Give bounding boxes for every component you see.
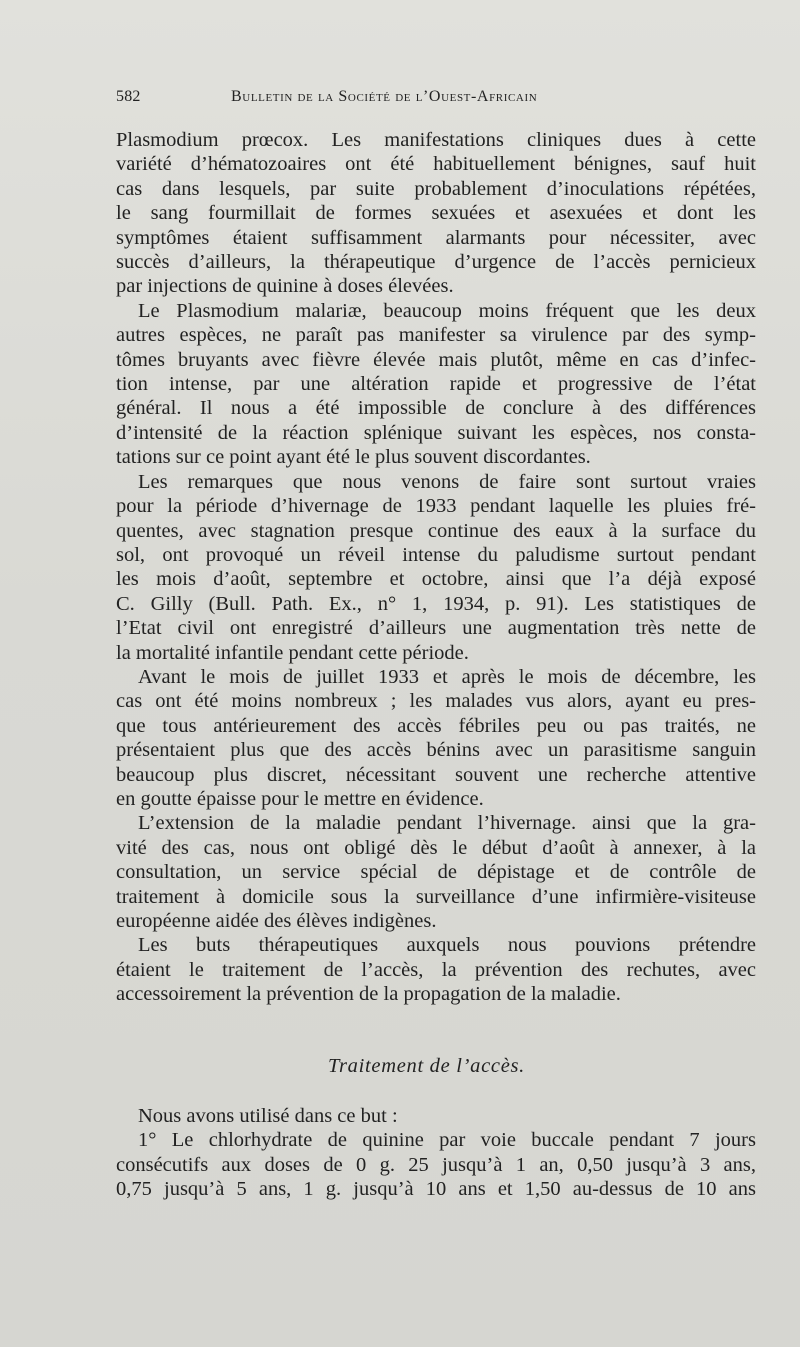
body-text	[116, 128, 756, 1007]
text-line: Avant le mois de juillet 1933 et après le mois de décembre, les	[138, 665, 756, 688]
text-line: cas ont été moins nombreux ; les malades vus alors, ayant eu pres-	[116, 690, 756, 713]
running-title: Bulletin de la Société de l’Ouest-Africain	[231, 88, 538, 105]
text-line: Plasmodium prœcox. Les manifestations cliniques dues à cette	[116, 129, 756, 151]
section-heading: Traitement de l’accès.	[328, 1055, 526, 1077]
text-line: cas dans lesquels, par suite probablement d’inoculations répétées,	[116, 177, 756, 200]
text-line: traitement à domicile sous la surveillance d’une infirmière-visiteuse	[116, 885, 756, 908]
text-line: d’intensité de la réaction splénique suivant les espèces, nos consta-	[116, 421, 756, 444]
text-line: que tous antérieurement des accès fébriles peu ou pas traités, ne	[116, 714, 756, 737]
text-line: consultation, un service spécial de dépistage et de contrôle de	[116, 861, 756, 884]
text-line: l’Etat civil ont enregistré d’ailleurs une augmentation très nette de	[116, 617, 756, 640]
text-line: général. Il nous a été impossible de conclure à des différences	[116, 397, 756, 420]
text-line: autres espèces, ne paraît pas manifester sa virulence par des symp-	[116, 324, 756, 347]
text-line: consécutifs aux doses de 0 g. 25 jusqu’à 1 an, 0,50 jusqu’à 3 ans,	[116, 1153, 756, 1176]
text-line: beaucoup plus discret, nécessitant souvent une recherche attentive	[116, 763, 756, 786]
page-header	[116, 88, 756, 112]
text-line: variété d’hématozoaires ont été habituellement bénignes, sauf huit	[116, 153, 756, 176]
text-line: en goutte épaisse pour le mettre en évidence.	[116, 787, 484, 810]
text-line: par injections de quinine à doses élevées.	[116, 275, 454, 298]
text-line: 1° Le chlorhydrate de quinine par voie buccale pendant 7 jours	[138, 1129, 756, 1152]
text-line: accessoirement la prévention de la propagation de la maladie.	[116, 983, 621, 1006]
page-number: 582	[116, 88, 141, 105]
text-line: quentes, avec stagnation presque continue des eaux à la surface du	[116, 519, 756, 542]
text-line: Les remarques que nous venons de faire sont surtout vraies	[138, 470, 756, 493]
text-line: les mois d’août, septembre et octobre, ainsi que l’a déjà exposé	[116, 568, 756, 591]
text-line: la mortalité infantile pendant cette période.	[116, 641, 469, 664]
text-line: Nous avons utilisé dans ce but :	[138, 1105, 398, 1127]
text-line: le sang fourmillait de formes sexuées et asexuées et dont les	[116, 202, 756, 225]
text-line: tations sur ce point ayant été le plus souvent discordantes.	[116, 446, 591, 469]
text-line: 0,75 jusqu’à 5 ans, 1 g. jusqu’à 10 ans et 1,50 au-dessus de 10 ans	[116, 1178, 756, 1201]
text-line: étaient le traitement de l’accès, la prévention des rechutes, avec	[116, 958, 756, 981]
text-line: sol, ont provoqué un réveil intense du paludisme surtout pendant	[116, 543, 756, 566]
text-line: tion intense, par une altération rapide et progressive de l’état	[116, 373, 756, 396]
text-line: européenne aidée des élèves indigènes.	[116, 910, 437, 932]
text-line: tômes bruyants avec fièvre élevée mais plutôt, même en cas d’infec-	[116, 348, 756, 371]
text-line: C. Gilly (Bull. Path. Ex., n° 1, 1934, p. 91). Les statistiques de	[116, 592, 756, 615]
text-line: Le Plasmodium malariæ, beaucoup moins fréquent que les deux	[138, 299, 756, 322]
text-line: pour la période d’hivernage de 1933 pendant laquelle les pluies fré-	[116, 495, 756, 518]
text-line: Les buts thérapeutiques auxquels nous pouvions prétendre	[138, 934, 756, 957]
text-line: succès d’ailleurs, la thérapeutique d’urgence de l’accès pernicieux	[116, 251, 756, 274]
text-line: présentaient plus que des accès bénins avec un parasitisme sanguin	[116, 739, 756, 762]
text-line: vité des cas, nous ont obligé dès le début d’août à annexer, à la	[116, 836, 756, 859]
bottom-text	[116, 1104, 756, 1202]
text-line: L’extension de la maladie pendant l’hivernage. ainsi que la gra-	[138, 812, 756, 835]
text-line: symptômes étaient suffisamment alarmants pour nécessiter, avec	[116, 226, 756, 249]
